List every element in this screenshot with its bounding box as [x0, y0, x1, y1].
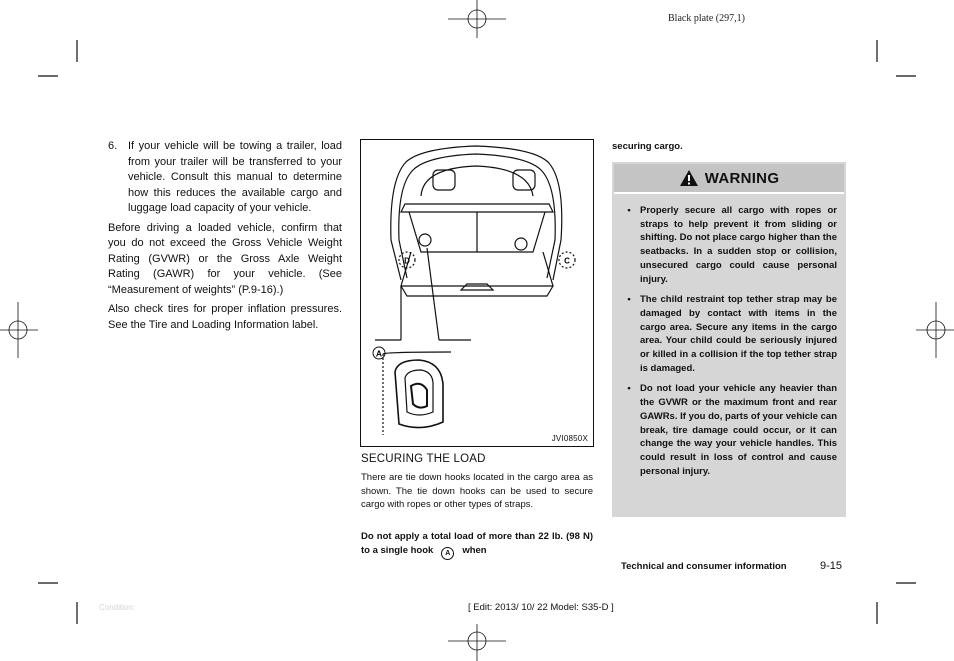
- continued-text: securing cargo.: [612, 141, 683, 152]
- bullet: •: [627, 205, 631, 216]
- paragraph-tires: Also check tires for proper inflation pressures. See the Tire and Loading Information label.: [108, 303, 342, 331]
- list-item-6: [108, 139, 342, 217]
- page-number: 9-15: [820, 560, 843, 572]
- list-item: [618, 204, 837, 286]
- paragraph-gvwr: Before driving a loaded vehicle, confirm that you do not exceed the Gross Vehicle Weight Rating (GVWR) or the Gross Axle Weight Rating (GAWR) for your vehicle. (See “Measurement of weights” (P.9-16).): [108, 221, 342, 296]
- load-limit-note: [361, 530, 593, 560]
- list-text: If your vehicle will be towing a trailer, load from your trailer will be transferred to your vehicle. Consult this manual to determine how this reduces the available cargo and luggage load capacity of your vehicle.: [128, 140, 342, 214]
- registration-mark-top: [448, 0, 506, 38]
- callout-d: D: [404, 256, 410, 266]
- warning-box: [612, 162, 846, 517]
- footer-section-title: Technical and consumer information: [621, 561, 787, 572]
- list-number: 6.: [108, 140, 118, 152]
- list-item: [618, 382, 837, 478]
- registration-mark-right: [916, 302, 954, 358]
- section-body: There are tie down hooks located in the cargo area as shown. The tie down hooks can be used to secure cargo with ropes or other types of straps.: [361, 472, 593, 511]
- cargo-area-illustration: [360, 139, 594, 447]
- plate-label: Black plate (297,1): [668, 13, 745, 24]
- warning-text: Do not load your vehicle any heavier than the GVWR or the maximum front and rear GAWRs. If you do, parts of your vehicle can break, tire damage could occur, or it can change the way your vehicle handles. This could result in loss of control and cause personal injury.: [640, 383, 837, 477]
- warning-text: Properly secure all cargo with ropes or straps to help prevent it from sliding or shifting. Do not place cargo higher than the seatbacks. In a sudden stop or collision, unsecured cargo could cause personal injury.: [640, 205, 837, 285]
- registration-mark-left: [0, 302, 38, 358]
- bullet: •: [627, 294, 631, 306]
- warning-header: [614, 164, 844, 194]
- warning-title: WARNING: [704, 169, 780, 187]
- bullet: •: [627, 383, 631, 395]
- edit-info: [ Edit: 2013/ 10/ 22 Model: S35-D ]: [468, 602, 614, 613]
- load-limit-when: when: [462, 544, 487, 556]
- section-heading: SECURING THE LOAD: [361, 453, 486, 465]
- figure-code: JVI0850X: [551, 434, 588, 443]
- warning-triangle-icon: [679, 169, 699, 187]
- condition-label: Condition:: [99, 603, 136, 612]
- left-column: [108, 139, 342, 333]
- callout-c: C: [564, 256, 570, 266]
- cargo-drawing: [361, 140, 593, 446]
- warning-list: [618, 204, 837, 485]
- hook-callout-badge: A: [441, 547, 454, 560]
- list-item: [618, 293, 837, 375]
- warning-text: The child restraint top tether strap may be damaged by contact with items in the cargo area. Secure any items in the cargo area. Your child could be seriously injured or killed in a collision if the top tether strap is damaged.: [640, 294, 837, 374]
- registration-mark-bottom: [448, 624, 506, 661]
- callout-a: A: [375, 348, 383, 359]
- load-limit-text: Do not apply a total load of more than 22 lb. (98 N) to a single hook: [361, 531, 593, 556]
